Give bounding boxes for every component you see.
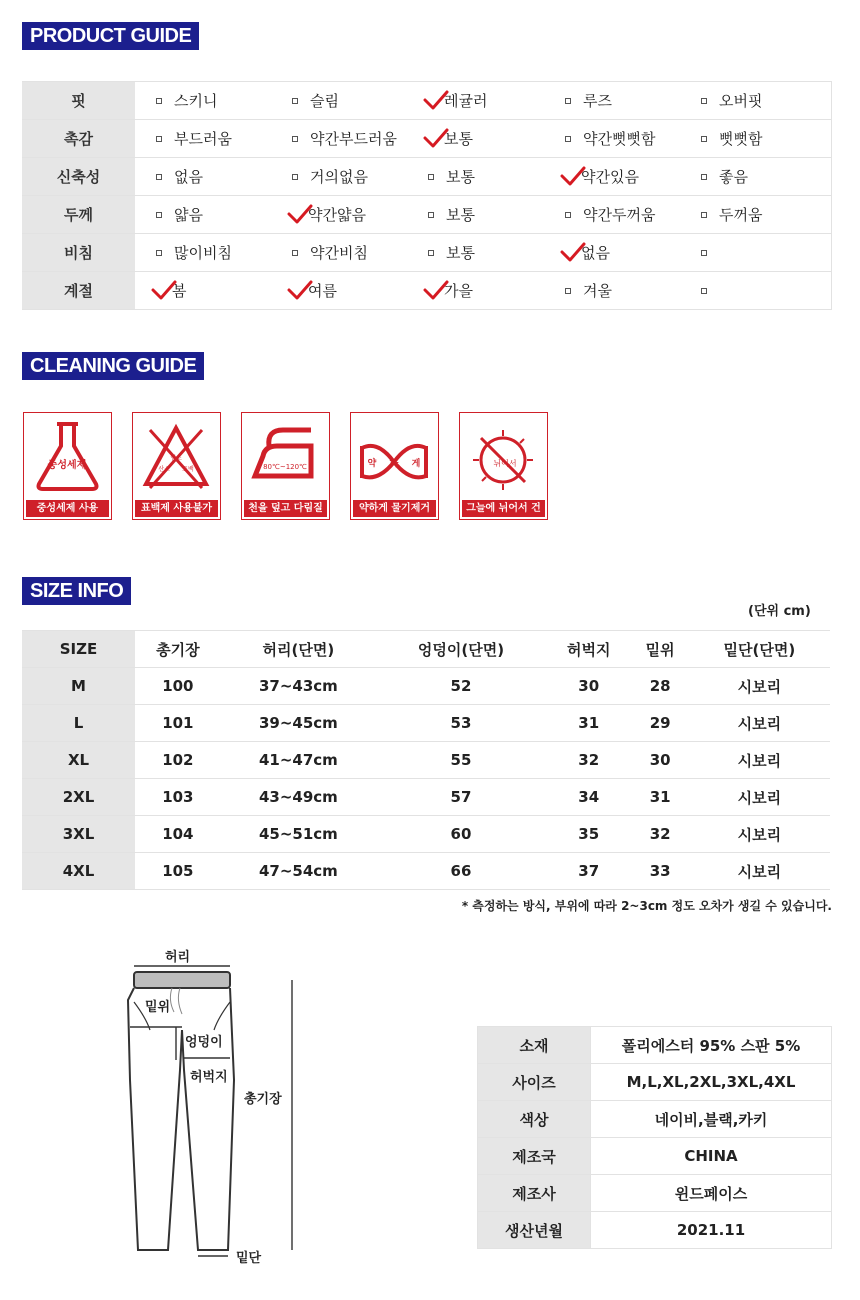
info-row: [478, 1027, 832, 1064]
size-cell: 104: [135, 816, 221, 853]
size-header-cell: 허리(단면): [221, 631, 376, 668]
neutral-detergent-flask-icon: [27, 416, 108, 498]
product-guide-label: 신축성: [22, 158, 135, 195]
svg-text:산소: 산소: [158, 466, 170, 473]
option-label: 많이비침: [174, 244, 232, 262]
product-guide-row: [22, 81, 832, 119]
option-label: 여름: [308, 282, 337, 300]
size-cell: 100: [135, 668, 221, 705]
checkbox-empty-icon: [156, 136, 162, 142]
size-cell: 101: [135, 705, 221, 742]
product-guide-option: [292, 272, 337, 309]
size-cell: 52: [376, 668, 546, 705]
size-table: [22, 630, 830, 890]
checkbox-empty-icon: [292, 136, 298, 142]
size-cell: 39~45cm: [221, 705, 376, 742]
size-cell: 105: [135, 853, 221, 890]
checkbox-empty-icon: [156, 212, 162, 218]
size-cell: 43~49cm: [221, 779, 376, 816]
product-guide-option: [292, 120, 397, 157]
size-header-cell: 허벅지: [546, 631, 632, 668]
gentle-wring-icon: [354, 416, 435, 498]
care-gentle-wring: [350, 412, 439, 520]
checkbox-empty-icon: [156, 174, 162, 180]
option-label: 없음: [174, 168, 203, 186]
check-mark-icon: [560, 165, 586, 187]
size-cell: 시보리: [689, 853, 830, 890]
product-guide-grid: [22, 81, 832, 310]
care-iron: [241, 412, 330, 520]
size-cell: 32: [632, 816, 689, 853]
product-guide-option: [292, 82, 339, 119]
svg-text:하: 하: [389, 459, 399, 469]
care-shade-dry: [459, 412, 548, 531]
checkbox-empty-icon: [701, 212, 707, 218]
info-label: 제조국: [478, 1138, 591, 1175]
product-guide-option: [292, 158, 368, 195]
svg-text:게: 게: [411, 459, 421, 469]
size-cell: 30: [546, 668, 632, 705]
check-mark-icon: [287, 203, 313, 225]
option-label: 가을: [444, 282, 473, 300]
option-label: 오버핏: [719, 92, 763, 110]
size-info-title: SIZE INFO: [22, 577, 131, 605]
product-guide-row: [22, 157, 832, 195]
checkbox-empty-icon: [292, 174, 298, 180]
info-row: [478, 1138, 832, 1175]
option-label: 얇음: [174, 206, 203, 224]
info-label: 색상: [478, 1101, 591, 1138]
diagram-hem-label: 밑단: [236, 1251, 262, 1266]
product-guide-option: [565, 158, 639, 195]
product-guide-title: PRODUCT GUIDE: [22, 22, 199, 50]
product-guide-row: [22, 119, 832, 157]
option-label: 봄: [172, 282, 187, 300]
care-caption: 표백제 사용불가: [135, 500, 218, 517]
size-cell: 3XL: [22, 816, 135, 853]
check-mark-icon: [287, 279, 313, 301]
check-mark-icon: [151, 279, 177, 301]
table-row: [22, 816, 830, 853]
table-row: [22, 742, 830, 779]
size-cell: 53: [376, 705, 546, 742]
size-cell: M: [22, 668, 135, 705]
size-cell: 35: [546, 816, 632, 853]
diagram-waist-label: 허리: [165, 950, 191, 965]
info-label: 사이즈: [478, 1064, 591, 1101]
care-caption: 약하게 물기제거: [353, 500, 436, 517]
care-caption: 천을 덮고 다림질: [244, 500, 327, 517]
pants-diagram: [110, 960, 310, 1270]
checkbox-empty-icon: [565, 98, 571, 104]
option-label: 부드러움: [174, 130, 232, 148]
product-guide-option: [701, 82, 762, 119]
info-value: CHINA: [591, 1138, 832, 1175]
option-label: 좋음: [719, 168, 748, 186]
size-cell: 102: [135, 742, 221, 779]
product-guide-option: [156, 234, 232, 271]
checkbox-empty-icon: [292, 98, 298, 104]
svg-text:뉘어서: 뉘어서: [493, 459, 517, 468]
product-guide-option: [156, 272, 187, 309]
option-label: 슬림: [310, 92, 339, 110]
option-label: 루즈: [583, 92, 612, 110]
diagram-length-label: 총기장: [244, 1092, 282, 1107]
option-label: 약간두꺼움: [583, 206, 656, 224]
info-label: 생산년월: [478, 1212, 591, 1249]
shade-dry-icon: [463, 416, 544, 498]
diagram-rise-label: 밑위: [145, 1000, 171, 1015]
product-guide-option: [156, 196, 203, 233]
product-guide-option: [565, 82, 612, 119]
product-guide-option: [428, 82, 487, 119]
option-label: 두꺼움: [719, 206, 763, 224]
product-guide-option: [156, 158, 203, 195]
product-guide-option: [428, 120, 473, 157]
product-guide-option: [292, 196, 366, 233]
size-table-header: [22, 631, 830, 668]
size-cell: 시보리: [689, 668, 830, 705]
product-guide-option: [428, 272, 473, 309]
checkbox-empty-icon: [701, 98, 707, 104]
checkbox-empty-icon: [701, 288, 707, 294]
diagram-thigh-label: 허벅지: [190, 1070, 228, 1085]
product-guide-option: [565, 196, 655, 233]
product-guide-row: [22, 233, 832, 271]
checkbox-empty-icon: [428, 174, 434, 180]
product-guide-option: [428, 196, 475, 233]
check-mark-icon: [423, 279, 449, 301]
product-guide-option: [292, 234, 368, 271]
checkbox-empty-icon: [428, 212, 434, 218]
option-label: 거의없음: [310, 168, 368, 186]
cleaning-guide-title: CLEANING GUIDE: [22, 352, 204, 380]
check-mark-icon: [423, 127, 449, 149]
size-cell: 4XL: [22, 853, 135, 890]
option-label: 겨울: [583, 282, 612, 300]
option-label: 약간뻣뻣함: [583, 130, 656, 148]
checkbox-empty-icon: [292, 250, 298, 256]
info-value: 2021.11: [591, 1212, 832, 1249]
check-mark-icon: [423, 89, 449, 111]
size-header-cell: 밑단(단면): [689, 631, 830, 668]
option-label: 약간비침: [310, 244, 368, 262]
table-row: [22, 668, 830, 705]
info-row: [478, 1064, 832, 1101]
checkbox-empty-icon: [701, 136, 707, 142]
option-label: 약간얇음: [308, 206, 366, 224]
checkbox-empty-icon: [701, 250, 707, 256]
care-neutral-detergent: [23, 412, 112, 520]
product-guide-label: 비침: [22, 234, 135, 271]
size-cell: 시보리: [689, 779, 830, 816]
option-label: 약간있음: [581, 168, 639, 186]
checkbox-empty-icon: [565, 136, 571, 142]
size-cell: 시보리: [689, 742, 830, 779]
option-label: 보통: [446, 206, 475, 224]
checkbox-empty-icon: [428, 250, 434, 256]
size-cell: 45~51cm: [221, 816, 376, 853]
info-row: [478, 1101, 832, 1138]
svg-text:표백: 표백: [182, 466, 194, 473]
option-label: 보통: [446, 168, 475, 186]
product-guide-option: [565, 120, 655, 157]
size-cell: 57: [376, 779, 546, 816]
checkbox-empty-icon: [565, 288, 571, 294]
check-mark-icon: [560, 241, 586, 263]
size-cell: 37: [546, 853, 632, 890]
info-value: 윈드페이스: [591, 1175, 832, 1212]
product-guide-option: [565, 234, 610, 271]
info-label: 소재: [478, 1027, 591, 1064]
info-value: 폴리에스터 95% 스판 5%: [591, 1027, 832, 1064]
measurement-note: * 측정하는 방식, 부위에 따라 2~3cm 정도 오차가 생길 수 있습니다.: [461, 899, 832, 913]
size-cell: XL: [22, 742, 135, 779]
svg-text:약: 약: [367, 459, 377, 469]
size-cell: 시보리: [689, 705, 830, 742]
size-cell: 41~47cm: [221, 742, 376, 779]
checkbox-empty-icon: [701, 174, 707, 180]
iron-icon: [245, 416, 326, 498]
option-label: 보통: [444, 130, 473, 148]
option-label: 보통: [446, 244, 475, 262]
size-cell: 33: [632, 853, 689, 890]
table-row: [22, 779, 830, 816]
care-caption: 그늘에 뉘어서 건조: [462, 500, 545, 517]
unit-label: (단위 cm): [748, 604, 811, 619]
size-cell: 31: [546, 705, 632, 742]
size-cell: 32: [546, 742, 632, 779]
size-cell: 55: [376, 742, 546, 779]
product-guide-label: 계절: [22, 272, 135, 309]
no-bleach-icon: [136, 416, 217, 498]
product-guide-option: [701, 196, 762, 233]
care-inner-text: 중성세제: [47, 460, 87, 471]
care-caption: 중성세제 사용: [26, 500, 109, 517]
info-value: 네이비,블랙,카키: [591, 1101, 832, 1138]
size-cell: 103: [135, 779, 221, 816]
option-label: 없음: [581, 244, 610, 262]
checkbox-empty-icon: [156, 98, 162, 104]
size-cell: 시보리: [689, 816, 830, 853]
product-guide-option: [701, 158, 748, 195]
product-guide-option: [156, 82, 217, 119]
size-cell: 66: [376, 853, 546, 890]
size-cell: 37~43cm: [221, 668, 376, 705]
info-value: M,L,XL,2XL,3XL,4XL: [591, 1064, 832, 1101]
checkbox-empty-icon: [156, 250, 162, 256]
size-cell: 2XL: [22, 779, 135, 816]
product-guide-option: [156, 120, 232, 157]
product-guide-option: [428, 158, 475, 195]
table-row: [22, 853, 830, 890]
size-cell: 31: [632, 779, 689, 816]
product-guide-option: [701, 234, 719, 271]
size-header-cell: 엉덩이(단면): [376, 631, 546, 668]
care-no-bleach: [132, 412, 221, 520]
size-cell: 29: [632, 705, 689, 742]
size-cell: 60: [376, 816, 546, 853]
table-row: [22, 705, 830, 742]
svg-text:80℃~120℃: 80℃~120℃: [263, 463, 307, 471]
option-label: 스키니: [174, 92, 218, 110]
product-guide-row: [22, 271, 832, 310]
info-label: 제조사: [478, 1175, 591, 1212]
product-guide-option: [428, 234, 475, 271]
product-guide-option: [565, 272, 612, 309]
info-row: [478, 1175, 832, 1212]
checkbox-empty-icon: [565, 212, 571, 218]
size-cell: 30: [632, 742, 689, 779]
product-guide-label: 핏: [22, 82, 135, 119]
size-cell: 28: [632, 668, 689, 705]
size-header-cell: 밑위: [632, 631, 689, 668]
product-guide-label: 두께: [22, 196, 135, 233]
product-guide-option: [701, 120, 762, 157]
diagram-hip-label: 엉덩이: [185, 1035, 223, 1050]
size-cell: L: [22, 705, 135, 742]
product-info-table: [477, 1026, 832, 1249]
size-cell: 34: [546, 779, 632, 816]
info-row: [478, 1212, 832, 1249]
size-header-cell: SIZE: [22, 631, 135, 668]
option-label: 레귤러: [444, 92, 488, 110]
product-guide-option: [701, 272, 719, 309]
svg-text:염소: 염소: [170, 455, 182, 462]
option-label: 약간부드러움: [310, 130, 397, 148]
product-guide-label: 촉감: [22, 120, 135, 157]
product-guide-row: [22, 195, 832, 233]
size-header-cell: 총기장: [135, 631, 221, 668]
size-cell: 47~54cm: [221, 853, 376, 890]
option-label: 뻣뻣함: [719, 130, 763, 148]
